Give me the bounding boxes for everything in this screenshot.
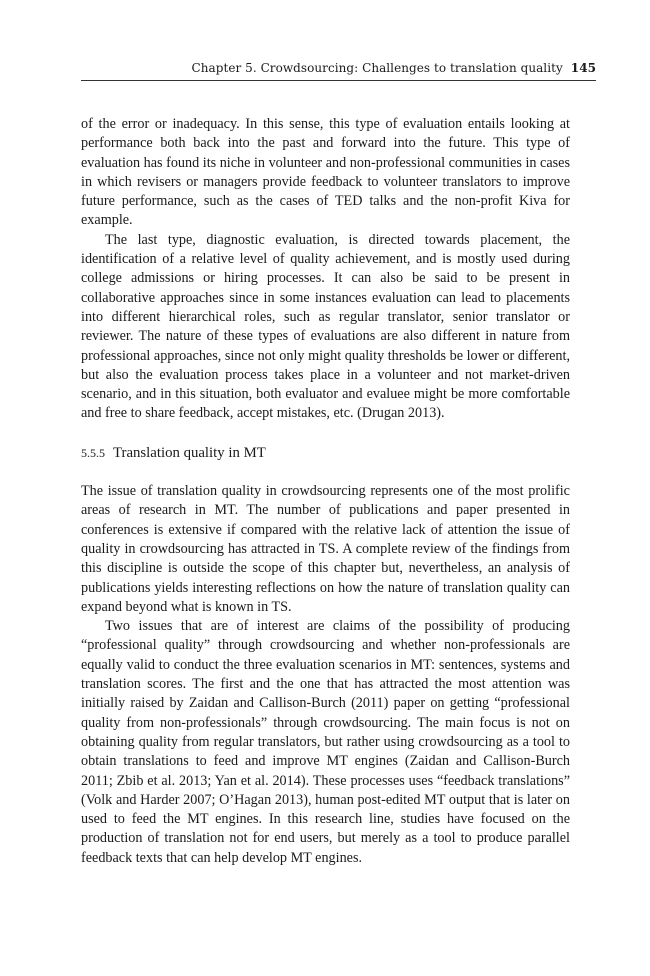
section-heading [81,444,570,463]
header-rule [81,80,596,81]
paragraph-translation-quality-mt: The issue of translation quality in crowdsourcing represents one of the most prolific areas of research in MT. The number of publications and paper presented in conferences is extensive if compared with the relative lack of attention the issue of quality in crowdsourcing has attracted in TS. A complete review of the findings from this discipline is outside the scope of this chapter but, nevertheless, an analysis of publications yields interesting reflections on how the nature of translation quality can expand beyond what is known in TS. [81,483,570,615]
paragraph-continued: of the error or inadequacy. In this sense, this type of evaluation entails looking at performance both back into the past and forward into the future. This type of evaluation has found its niche in volunteer and non-professional communities in cases in which revisers or managers provide feedback to volunteer translators to improve future performance, such as the cases of TED talks and the non-profit Kiva for example. [81,116,570,229]
section-title: Translation quality in MT [113,444,266,461]
running-head-title: Chapter 5. Crowdsourcing: Challenges to translation quality [191,61,563,75]
body-text [81,115,570,868]
paragraph-diagnostic-evaluation: The last type, diagnostic evaluation, is directed towards placement, the identification of a relative level of quality achievement, and is mostly used during college admissions or hiring processes. It can also be said to be present in collaborative approaches since in some instances evaluation can lead to placements into different hierarchical roles, such as regular translator, senior translator or reviewer. The nature of these types of evaluations are also different in nature from professional approaches, since not only might quality thresholds be lower or different, but also the evaluation process takes place in a volunteer and not market-driven scenario, and in this situation, both evaluator and evaluee might be more comfortable and free to share feedback, accept mistakes, etc. (Drugan 2013). [81,231,570,422]
running-head [81,60,596,80]
paragraph-two-issues: Two issues that are of interest are claims of the possibility of producing “professional quality” through crowdsourcing and whether non-professionals are equally valid to conduct the three evaluation scenarios in MT: sentences, systems and translation scores. The first and the one that has attracted the most attention was initially raised by Zaidan and Callison-Burch (2011) paper on getting “professional quality from non-professionals” through crowdsourcing. The main focus is not on obtaining quality from regular translators, but rather using crowdsourcing as a tool to obtain translations to feed and improve MT engines (Zaidan and Callison-Burch 2011; Zbib et al. 2013; Yan et al. 2014). These processes uses “feedback translations” (Volk and Harder 2007; O’Hagan 2013), human post-edited MT output that is later on used to feed the MT engines. In this research line, studies have focused on the production of translation not for end users, but merely as a tool to produce parallel feedback texts that can help develop MT engines. [81,618,570,866]
section-number: 5.5.5 [81,445,105,460]
page-number: 145 [570,61,596,75]
